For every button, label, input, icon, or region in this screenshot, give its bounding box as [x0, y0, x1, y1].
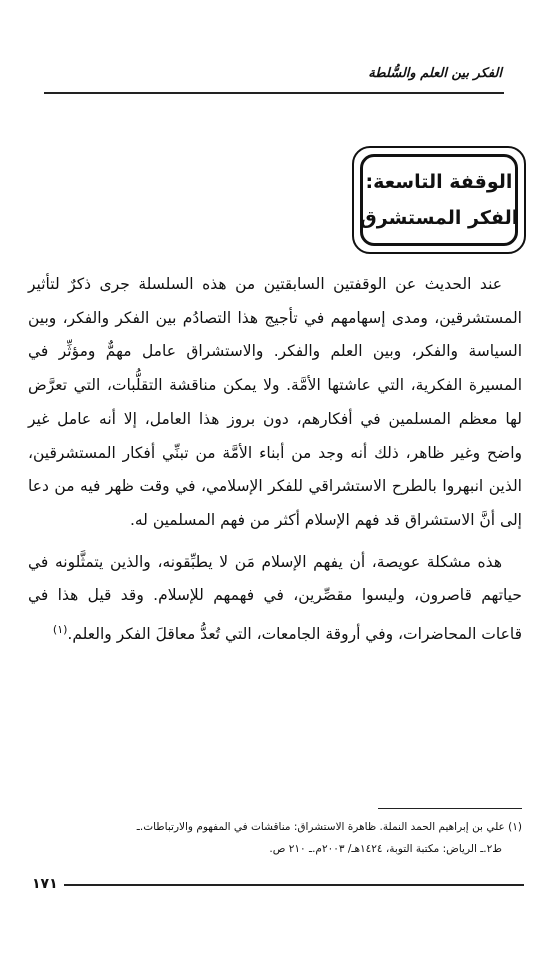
running-title: الفكر بين العلم والسُّلطة — [368, 66, 502, 81]
footnote-line1: (١) علي بن إبراهيم الحمد النملة. ظاهرة الاستشراق: مناقشات في المفهوم والارتباطات.ـ — [136, 821, 522, 833]
footer-rule — [64, 884, 524, 886]
footnote-line2: ط٢.ـ الرياض: مكتبة التوبة، ١٤٢٤هـ/ ٢٠٠٣م.ـ ٢١٠ ص. — [269, 843, 502, 855]
paragraph-1: عند الحديث عن الوقفتين السابقتين من هذه السلسلة جرى ذكرٌ لتأثير المستشرقين، ومدى إسهامهم في تأجيج هذا التصادُم بين الفكر والفكر، وبين السياسة والفكر، وبين العلم والفكر. والاستشراق عامل مهمٌّ ومؤثِّر في المسيرة الفكرية، التي عاشتها الأمَّة. ولا يمكن مناقشة التقلُّبات، التي تعرَّض لها معظم المسلمين في أفكارهم، دون بروز هذا العامل، إلا أنه عامل غير واضح وغير ظاهر، ذلك أنه وجد من أبناء الأمَّة من تبنِّي أفكار المستشرقين، الذين انبهروا بالطرح الاستشراقي للفكر الإسلامي، في وقت ظهر فيه من دعا إلى أنَّ الاستشراق قد فهم الإسلام أكثر من فهم المسلمين له. — [28, 275, 522, 529]
section-heading-box — [352, 146, 526, 254]
footnote-separator — [378, 808, 522, 809]
footnote-reference: (١) — [52, 623, 68, 637]
paragraph-2 — [28, 546, 522, 652]
running-header — [44, 66, 504, 94]
section-heading-line2: الفكر المستشرق — [359, 207, 519, 229]
footnote — [28, 816, 522, 860]
body-text — [28, 268, 522, 652]
page-number: ١٧١ — [32, 876, 58, 892]
section-heading-inner — [360, 154, 518, 246]
paragraph-2-text: هذه مشكلة عويصة، أن يفهم الإسلام مَن لا يطبِّقونه، والذين يتمثَّلونه في حياتهم قاصرون، وليسوا مقصِّرين، في فهمهم للإسلام. وقد قيل هذا في قاعات المحاضرات، وفي أروقة الجامعات، التي تُعدُّ معاقلَ الفكر والعلم. — [28, 552, 522, 644]
section-heading-line1: الوقفة التاسعة: — [365, 171, 513, 193]
